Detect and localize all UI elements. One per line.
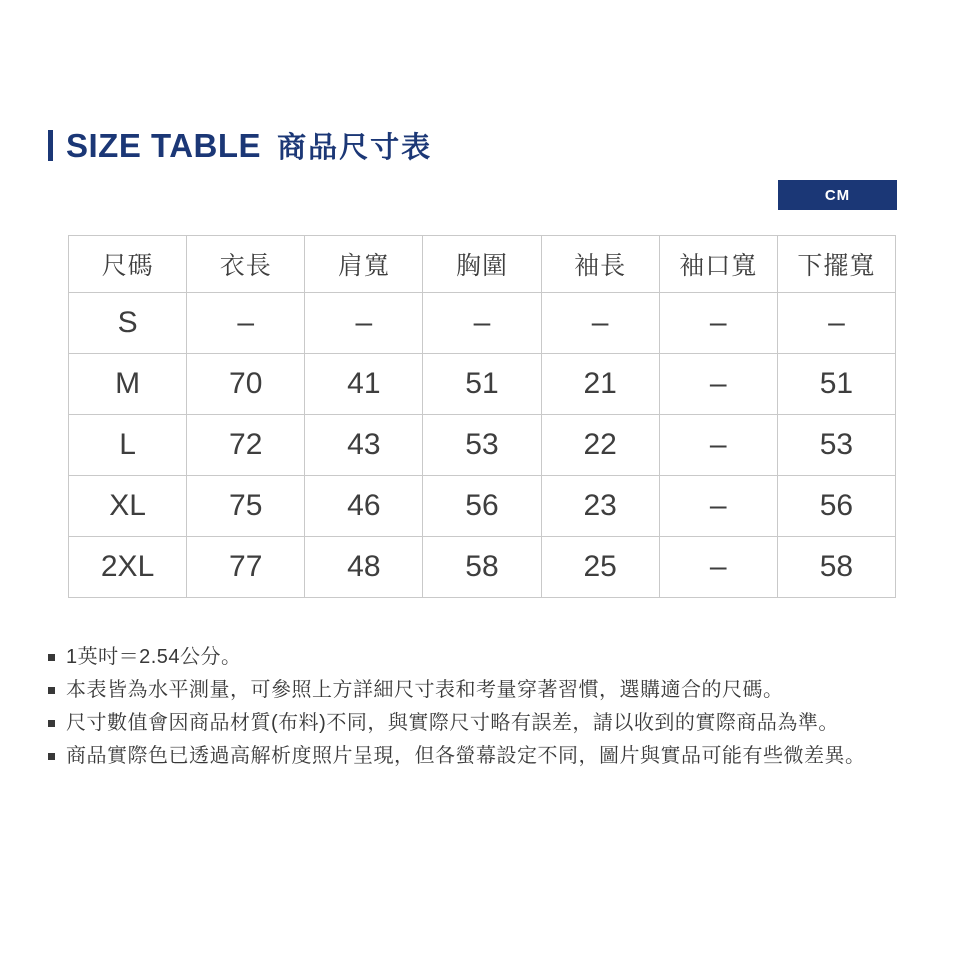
cell-value: 41 <box>305 354 423 415</box>
page-title <box>48 125 432 166</box>
cell-value: – <box>541 293 659 354</box>
cell-value: 48 <box>305 537 423 598</box>
cell-value: – <box>659 354 777 415</box>
size-label: S <box>69 293 187 354</box>
cell-value: 51 <box>423 354 541 415</box>
table-row-l <box>69 415 896 476</box>
cell-value: 23 <box>541 476 659 537</box>
cell-value: 56 <box>423 476 541 537</box>
unit-badge: CM <box>778 180 897 210</box>
cell-value: 22 <box>541 415 659 476</box>
cell-value: 75 <box>187 476 305 537</box>
note-item <box>48 679 928 702</box>
note-text: 1英吋＝2.54公分。 <box>66 646 242 668</box>
note-item <box>48 646 928 669</box>
table-row-xl <box>69 476 896 537</box>
square-bullet-icon <box>48 720 55 727</box>
column-header-cuff: 袖口寬 <box>659 236 777 293</box>
cell-value: 51 <box>777 354 895 415</box>
note-text: 本表皆為水平測量，可參照上方詳細尺寸表和考量穿著習慣，選購適合的尺碼。 <box>66 679 784 701</box>
square-bullet-icon <box>48 654 55 661</box>
cell-value: 72 <box>187 415 305 476</box>
page-title-zh: 商品尺寸表 <box>277 132 433 164</box>
cell-value: 58 <box>423 537 541 598</box>
column-header-shoulder: 肩寬 <box>305 236 423 293</box>
size-table-header-row <box>69 236 896 293</box>
cell-value: – <box>659 415 777 476</box>
size-label: XL <box>69 476 187 537</box>
cell-value: 70 <box>187 354 305 415</box>
cell-value: 56 <box>777 476 895 537</box>
cell-value: – <box>423 293 541 354</box>
cell-value: – <box>777 293 895 354</box>
cell-value: 58 <box>777 537 895 598</box>
size-label: M <box>69 354 187 415</box>
page-title-en: SIZE TABLE <box>66 126 262 164</box>
size-table <box>68 235 896 598</box>
column-header-hem: 下擺寬 <box>777 236 895 293</box>
square-bullet-icon <box>48 753 55 760</box>
cell-value: – <box>659 476 777 537</box>
table-row-2xl <box>69 537 896 598</box>
column-header-sleeve: 袖長 <box>541 236 659 293</box>
cell-value: 21 <box>541 354 659 415</box>
cell-value: 43 <box>305 415 423 476</box>
cell-value: – <box>659 293 777 354</box>
square-bullet-icon <box>48 687 55 694</box>
notes-list <box>48 646 928 778</box>
note-text: 商品實際色已透過高解析度照片呈現，但各螢幕設定不同，圖片與實品可能有些微差異。 <box>66 745 866 767</box>
table-row-s <box>69 293 896 354</box>
cell-value: 77 <box>187 537 305 598</box>
size-label: L <box>69 415 187 476</box>
column-header-chest: 胸圍 <box>423 236 541 293</box>
cell-value: 53 <box>777 415 895 476</box>
note-item <box>48 712 928 735</box>
cell-value: 25 <box>541 537 659 598</box>
cell-value: – <box>187 293 305 354</box>
table-row-m <box>69 354 896 415</box>
column-header-length: 衣長 <box>187 236 305 293</box>
cell-value: 53 <box>423 415 541 476</box>
cell-value: 46 <box>305 476 423 537</box>
title-accent-bar-icon <box>48 130 53 161</box>
note-item <box>48 745 928 768</box>
column-header-size: 尺碼 <box>69 236 187 293</box>
cell-value: – <box>305 293 423 354</box>
cell-value: – <box>659 537 777 598</box>
note-text: 尺寸數值會因商品材質(布料)不同，與實際尺寸略有誤差，請以收到的實際商品為準。 <box>66 712 839 734</box>
size-label: 2XL <box>69 537 187 598</box>
